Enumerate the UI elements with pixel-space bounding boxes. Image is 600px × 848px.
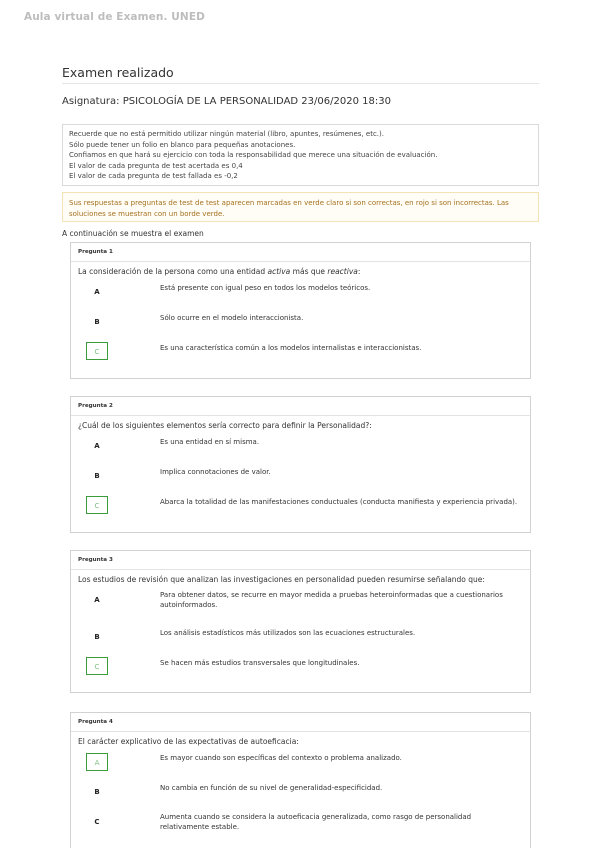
- answers-legend-text: Sus respuestas a preguntas de test de test aparecen marcadas en verde claro si son correctas, en rojo si son incorrectas. Las soluciones se muestran con un borde verde.: [69, 199, 509, 218]
- notice-line: Recuerde que no está permitido utilizar ningún material (libro, apuntes, resúmenes, etc.).: [69, 130, 384, 138]
- notice-line: Sólo puede tener un folio en blanco para pequeñas anotaciones.: [69, 140, 296, 149]
- main-content: [62, 64, 539, 239]
- question-label: Pregunta 4: [71, 713, 530, 732]
- correct-solution-marker: C: [86, 342, 108, 360]
- option-text: Para obtener datos, se recurre en mayor medida a pruebas heteroinformadas que a cuestionarios autoinformados.: [160, 591, 503, 609]
- option-text: Se hacen más estudios transversales que longitudinales.: [160, 659, 360, 667]
- emphasis: activa: [267, 267, 291, 276]
- option-letter: B: [94, 318, 100, 326]
- option-text: Los análisis estadísticos más utilizados son las ecuaciones estructurales.: [160, 629, 416, 637]
- notice-line: El valor de cada pregunta de test acertada es 0,4: [69, 161, 243, 170]
- question-card-1: [70, 242, 531, 379]
- option-text: Es una característica común a los modelos internalistas e interaccionistas.: [160, 344, 422, 352]
- notice-line: El valor de cada pregunta de test fallada es -0,2: [69, 172, 238, 180]
- correct-solution-marker: C: [86, 657, 108, 675]
- site-title: Aula virtual de Examen. UNED: [24, 11, 205, 23]
- question-text: ¿Cuál de los siguientes elementos sería correcto para definir la Personalidad?:: [78, 421, 372, 430]
- option-text: Abarca la totalidad de las manifestaciones conductuales (conducta manifiesta y experiencia privada).: [160, 498, 518, 506]
- option-text: Aumenta cuando se considera la autoeficacia generalizada, como rasgo de personalidad relativamente estable.: [160, 813, 472, 831]
- exam-rules-notice: [62, 124, 539, 186]
- question-card-4: [70, 712, 531, 848]
- question-label: Pregunta 3: [71, 551, 530, 570]
- option-letter: A: [94, 596, 100, 604]
- subject-heading: Asignatura: PSICOLOGÍA DE LA PERSONALIDAD 23/06/2020 18:30: [62, 96, 391, 107]
- question-label: Pregunta 1: [71, 243, 530, 262]
- option-text: Implica connotaciones de valor.: [160, 468, 271, 476]
- emphasis: reactiva: [327, 267, 358, 276]
- question-text: El carácter explicativo de las expectativas de autoeficacia:: [78, 737, 299, 746]
- option-text: Está presente con igual peso en todos los modelos teóricos.: [160, 284, 371, 292]
- exam-intro-text: A continuación se muestra el examen: [62, 229, 204, 238]
- option-letter: B: [94, 472, 100, 480]
- page-title: Examen realizado: [62, 64, 539, 84]
- correct-solution-marker: C: [86, 496, 108, 514]
- question-card-3: [70, 550, 531, 693]
- option-letter: B: [94, 788, 100, 796]
- option-text: No cambia en función de su nivel de generalidad-especificidad.: [160, 784, 383, 792]
- answers-legend-alert: [62, 192, 539, 222]
- option-letter: C: [94, 818, 100, 826]
- question-text: La consideración de la persona como una entidad activa más que reactiva:: [78, 267, 361, 276]
- option-letter: A: [94, 442, 100, 450]
- question-label: Pregunta 2: [71, 397, 530, 416]
- notice-line: Confiamos en que hará su ejercicio con toda la responsabilidad que merece una situación de evaluación.: [69, 151, 438, 159]
- correct-solution-marker: A: [86, 753, 108, 771]
- option-text: Es mayor cuando son específicas del contexto o problema analizado.: [160, 754, 402, 762]
- question-card-2: [70, 396, 531, 533]
- option-text: Es una entidad en sí misma.: [160, 438, 260, 446]
- option-letter: A: [94, 288, 100, 296]
- option-letter: B: [94, 633, 100, 641]
- question-text: Los estudios de revisión que analizan las investigaciones en personalidad pueden resumirse señalando que:: [78, 575, 485, 584]
- option-text: Sólo ocurre en el modelo interaccionista.: [160, 314, 304, 322]
